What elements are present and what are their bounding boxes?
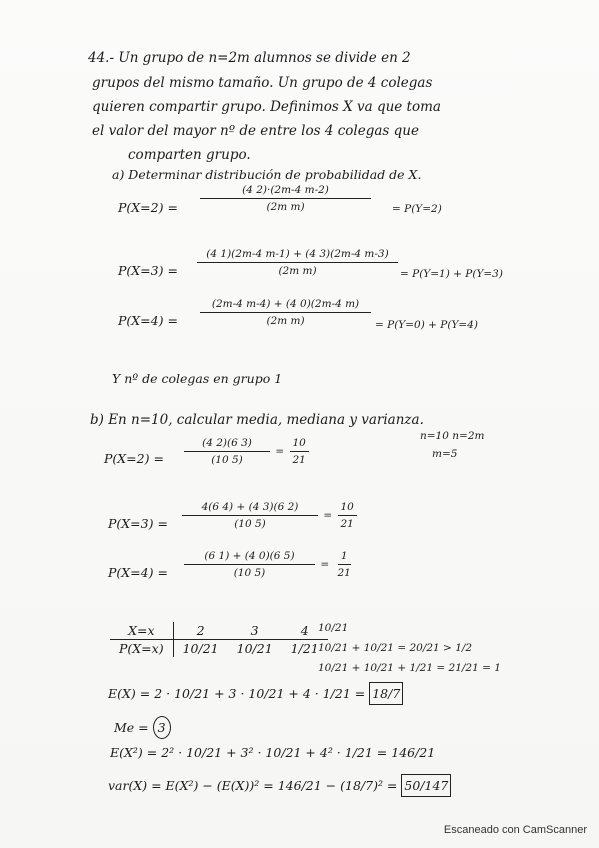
part-a-px2-denominator: (2m m): [266, 201, 305, 213]
table-x-value: 3: [228, 622, 282, 640]
problem-line-4: el valor del mayor nº de entre los 4 colegas que: [92, 123, 419, 139]
part-b-px3-numerator: 4(6 4) + (4 3)(6 2): [182, 501, 318, 516]
scanner-watermark: Escaneado con CamScanner: [443, 824, 587, 836]
part-a-px2-rhs: = P(Y=2): [392, 203, 442, 215]
part-a-px3-denominator: (2m m): [278, 265, 317, 277]
part-b-px4-result-num: 1: [338, 550, 351, 565]
part-a-px2-fraction: [198, 184, 373, 213]
problem-line-5: comparten grupo.: [128, 147, 251, 163]
part-a-px4-fraction: [198, 298, 373, 327]
table-x-label: X=x: [110, 622, 173, 640]
table-p-label: P(X=x): [110, 640, 173, 658]
distribution-table: [110, 622, 328, 657]
part-a-px3-numerator: (4 1)(2m-4 m-1) + (4 3)(2m-4 m-3): [197, 248, 398, 263]
part-b-px4-result-den: 21: [337, 567, 351, 579]
cumulative-3: 10/21 + 10/21 + 1/21 = 21/21 = 1: [318, 662, 501, 674]
part-a-title: a) Determinar distribución de probabilidad de X.: [112, 167, 422, 182]
part-a-px4-lhs: P(X=4) =: [118, 313, 178, 328]
table-p-value: 10/21: [182, 641, 219, 656]
part-a-px3-fraction: [195, 248, 400, 277]
part-a-px2-lhs: P(X=2) =: [118, 200, 178, 215]
part-b-px2-lhs: P(X=2) =: [104, 451, 164, 466]
part-a-note: Y nº de colegas en grupo 1: [112, 371, 283, 386]
part-b-title: b) En n=10, calcular media, mediana y varianza.: [90, 412, 424, 428]
part-b-px2-numerator: (4 2)(6 3): [184, 437, 270, 452]
table-x-value: 4: [282, 622, 328, 640]
median-lhs: Me =: [114, 720, 149, 735]
cumulative-1: 10/21: [318, 622, 349, 634]
expectation-line: [108, 682, 403, 705]
part-b-side-note-1: n=10 n=2m: [420, 430, 485, 442]
part-a-px4-rhs: = P(Y=0) + P(Y=4): [375, 319, 478, 331]
part-b-px2-fraction: $\frac{(4 2)(6 3)}{(10 5)}$ = $\frac{10}{21}$: [182, 437, 311, 466]
part-b-side-note-2: m=5: [432, 448, 458, 460]
expectation-lhs: E(X) = 2 · 10/21 + 3 · 10/21 + 4 · 1/21 =: [108, 686, 366, 701]
second-moment-line: E(X²) = 2² · 10/21 + 3² · 10/21 + 4² · 1/21 = 146/21: [110, 745, 436, 760]
problem-line-3: quieren compartir grupo. Definimos X va que toma: [92, 99, 441, 115]
expectation-result-box: 18/7: [369, 682, 403, 705]
variance-lhs: var(X) = E(X²) − (E(X))² = 146/21 − (18/7)² =: [108, 778, 398, 793]
part-b-px2-result-num: 10: [290, 437, 309, 452]
part-a-px3-rhs: = P(Y=1) + P(Y=3): [400, 268, 503, 280]
table-p-value: 10/21: [236, 641, 273, 656]
median-line: [114, 716, 171, 739]
variance-line: [108, 774, 451, 797]
part-b-px3-denominator: (10 5): [234, 518, 266, 530]
part-b-px2-result-den: 21: [292, 454, 306, 466]
problem-line-2: grupos del mismo tamaño. Un grupo de 4 colegas: [92, 75, 433, 91]
part-b-px4-lhs: P(X=4) =: [108, 565, 168, 580]
part-a-px4-numerator: (2m-4 m-4) + (4 0)(2m-4 m): [200, 298, 371, 313]
part-a-px2-numerator: (4 2)·(2m-4 m-2): [200, 184, 371, 199]
table-x-value: 2: [173, 622, 228, 640]
part-a-px4-denominator: (2m m): [266, 315, 305, 327]
part-b-px3-result-den: 21: [340, 518, 354, 530]
problem-line-1: 44.- Un grupo de n=2m alumnos se divide en 2: [88, 50, 411, 66]
part-b-px4-denominator: (10 5): [233, 567, 266, 579]
part-b-px2-denominator: (10 5): [211, 454, 243, 466]
median-result-circle: 3: [153, 716, 171, 739]
part-b-px3-fraction: $\frac{4(6 4) + (4 3)(6 2)}{(10 5)}$ = $\frac{10}{21}$: [180, 501, 359, 530]
part-b-px4-fraction: $\frac{(6 1) + (4 0)(6 5)}{(10 5)}$ = $\frac{1}{21}$: [182, 550, 356, 579]
part-b-px3-lhs: P(X=3) =: [108, 516, 168, 531]
part-b-px4-numerator: (6 1) + (4 0)(6 5): [184, 550, 315, 565]
variance-result-box: 50/147: [401, 774, 451, 797]
cumulative-2: 10/21 + 10/21 = 20/21 > 1/2: [318, 642, 473, 654]
part-b-px3-result-num: 10: [338, 501, 357, 516]
table-p-value: 1/21: [290, 641, 319, 656]
part-a-px3-lhs: P(X=3) =: [118, 263, 178, 278]
